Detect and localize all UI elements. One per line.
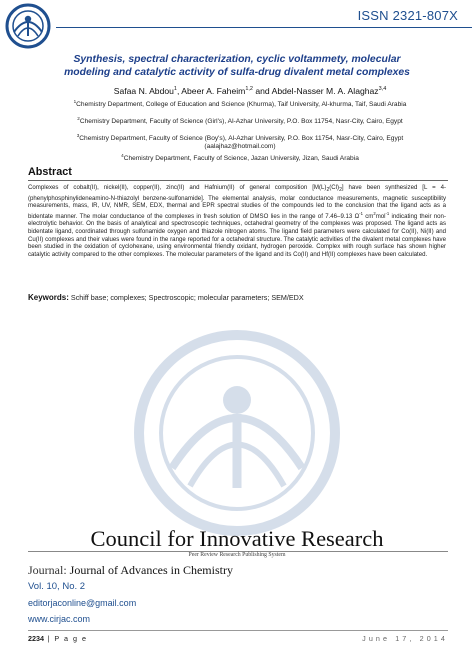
publisher-name: Council for Innovative Research — [90, 526, 384, 551]
journal-name: Journal of Advances in Chemistry — [69, 563, 233, 577]
affiliation-superscript: 2 — [77, 116, 80, 121]
affiliation-text: Chemistry Department, Faculty of Science, Jazan University, Jizan, Saudi Arabia — [123, 155, 359, 163]
affiliation-2 — [40, 115, 440, 126]
abstract-subscript: 2 — [326, 187, 330, 194]
abstract-text: indicating their non-electrolytic behavior. On the basis of analytical and spectroscopic techniques, octahedral geometry of the complexes was proposed. The ligand acts as bidentate ligand, coordinated through sulfonamide oxygen and thiazole nitrogen atoms. The ligand field parameters were calculated for Co(II), Ni(II) and Cu(II) complexes and their values were found in the range reported for a octahedral structure. The catalytic activities of the divalent metal complexes have been studied in the oxidation of cyclohexane, using environmental friendly oxidant, hydrogen peroxide. Complex with rough surface has shown higher catalytic activity compared to the other complexes. The molecular parameters of the ligand and its Co(II) and Hf(II) complexes have been calculated. — [28, 212, 446, 258]
footer-divider — [28, 630, 448, 631]
page-label: | P a g e — [47, 634, 88, 643]
author-list: Safaa N. Abdou$^1$, Abeer A. Faheim$^{1,2}$ and Abdel-Nasser M. A. Alaghaz$^{3,4}$ — [113, 85, 387, 96]
page-number-value: 2234 — [28, 634, 44, 643]
volume-issue: Vol. 10, No. 2 — [28, 581, 86, 592]
author-superscript: 1 — [173, 86, 177, 92]
abstract-heading: Abstract — [28, 166, 72, 178]
paper-title — [28, 53, 446, 79]
issn-label: ISSN 2321-807X — [357, 8, 458, 23]
abstract-subscript: 2 — [339, 187, 342, 194]
header-divider — [56, 27, 472, 28]
affiliation-3 — [40, 132, 440, 152]
author-name: and Abdel-Nasser M. A. Alaghaz — [255, 85, 379, 96]
affiliation-4 — [40, 152, 440, 163]
journal-logo-icon — [4, 2, 52, 50]
keywords-line — [28, 293, 448, 302]
abstract-rule — [28, 180, 448, 181]
abstract-text: Complexes of cobalt(II), nickel(II), copper(II), zinc(II) and Hafnium(II) of general composition [M(L) — [28, 184, 327, 191]
abstract-text: ] have been synthesized [L = 4-(phenylphosphinylideneamino-N-thiazolyl benzene-sulfonamide]. The elemental analysis, molar conductance measurements, magnetic susceptibility measurements, mass, IR, UV, NMR, SEM, EDX, thermal and EPR spectral studies of the compounds led to the conclusion that the ligand acts as a bidentate manner. The molar conductance of the complexes in fresh solution of DMSO lies in the range of 7.46–9.13 Ω — [28, 184, 446, 220]
affiliation-text: Chemistry Department, Faculty of Science (Boy's), Al-Azhar University, P.O. Box 11754, Nasr-City, Cairo, Egypt — [79, 135, 404, 143]
journal-label: Journal: — [28, 563, 67, 577]
journal-website-link[interactable]: www.cirjac.com — [28, 614, 91, 624]
abstract-text: cm — [362, 212, 374, 220]
author-name: Abeer A. Faheim — [181, 85, 246, 96]
affiliation-superscript: 3 — [76, 133, 80, 138]
title-line-2: modeling and catalytic activity of sulfa-drug divalent metal complexes — [64, 67, 410, 78]
publication-date: June 17, 2014 — [362, 634, 448, 643]
watermark-logo-icon — [132, 328, 342, 538]
affiliation-1 — [40, 98, 440, 109]
abstract-superscript: -1 — [359, 210, 363, 216]
affiliation-text: Chemistry Department, Faculty of Science (Girl's), Al-Azhar University, P.O. Box 11754, Nasr-City, Cairo, Egypt — [79, 118, 403, 126]
abstract-text: mol — [375, 212, 386, 220]
title-line-1: Synthesis, spectral characterization, cyclic voltammety, molecular — [73, 54, 401, 65]
journal-header — [0, 0, 474, 48]
page-number — [28, 634, 88, 643]
abstract-superscript: -1 — [385, 210, 390, 216]
affiliation-superscript: 4 — [121, 153, 124, 158]
author-superscript: 1,2 — [245, 86, 253, 92]
affiliation-email[interactable]: (aalajhaz@hotmail.com) — [204, 143, 276, 151]
journal-line — [28, 563, 233, 578]
keywords-label: Keywords: — [28, 293, 69, 302]
journal-email-link[interactable]: editorjaconline@gmail.com — [28, 598, 137, 608]
abstract-superscript: 2 — [373, 210, 376, 216]
author-superscript: 3,4 — [378, 86, 387, 92]
affiliation-superscript: 1 — [73, 99, 77, 104]
keywords-text: Schiff base; complexes; Spectroscopic; molecular parameters; SEM/EDX — [70, 293, 304, 302]
abstract-text: (Cl) — [329, 184, 340, 191]
affiliation-text: Chemistry Department, College of Education and Science (Khurma), Taif University, Al-khurma, Taif, Saudi Arabia — [76, 101, 407, 109]
author-name: Safaa N. Abdou — [113, 85, 174, 96]
abstract-body — [28, 184, 446, 258]
publisher-tagline: Peer Review Research Publishing System — [188, 552, 286, 558]
